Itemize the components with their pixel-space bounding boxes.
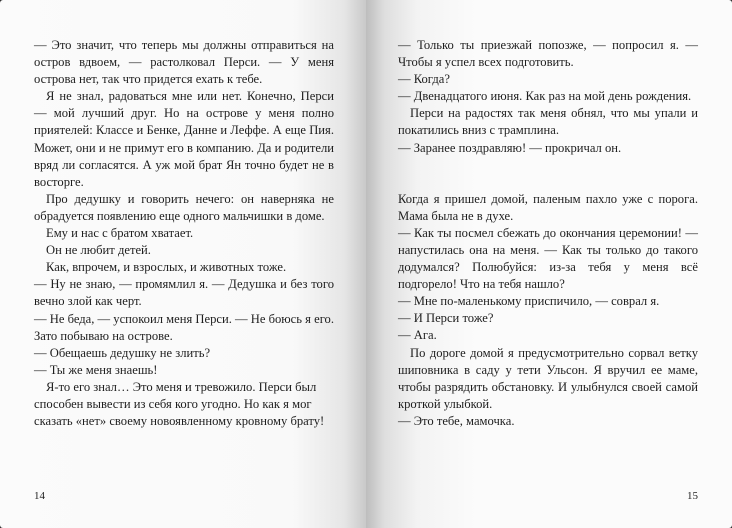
paragraph: — Ты же меня знаешь! <box>34 362 158 377</box>
paragraph: Ему и нас с братом хватает. <box>46 226 194 241</box>
paragraph: — Это значит, что теперь мы должны отправиться на остров вдвоем, — растолковал Перси. — У меня острова нет, так что придется ехать к тебе. <box>34 38 334 87</box>
paragraph: — Когда? <box>398 72 450 87</box>
right-page <box>366 0 732 528</box>
paragraph: — Не беда, — успокоил меня Перси. — Не боюсь я его. Зато побываю на острове. <box>34 311 334 343</box>
paragraph: Перси на радостях так меня обнял, что мы упали и покатились вниз с трамплина. <box>398 106 698 138</box>
paragraph: — Только ты приезжай попозже, — попросил я. — Чтобы я успел всех подготовить. <box>398 38 698 70</box>
paragraph: Я-то его знал… Это меня и тревожило. Перси был способен вывести из себя кого угодно. Но как я мог сказать «нет» своему новоявленному кровному брату! <box>34 379 325 429</box>
paragraph: — Ага. <box>398 328 437 343</box>
paragraph: — Двенадцатого июня. Как раз на мой день рождения. <box>398 89 692 104</box>
paragraph: — Ну не знаю, — промямлил я. — Дедушка и без того вечно злой как черт. <box>34 277 334 309</box>
paragraph: — Заранее поздравляю! — прокричал он. <box>398 140 622 155</box>
left-page-text <box>34 37 334 430</box>
paragraph: — Это тебе, мамочка. <box>398 413 515 428</box>
page-number: 15 <box>687 490 698 502</box>
paragraph: Про дедушку и говорить нечего: он наверняка не обрадуется появлению еще одного мальчишки в доме. <box>34 191 334 223</box>
paragraph: Когда я пришел домой, паленым пахло уже с порога. Мама была не в духе. <box>398 191 698 223</box>
paragraph: — И Перси тоже? <box>398 311 494 326</box>
paragraph: — Мне по-маленькому приспичило, — соврал я. <box>398 294 660 309</box>
right-page-text <box>398 37 698 430</box>
section-break <box>398 157 698 174</box>
paragraph: Как, впрочем, и взрослых, и животных тоже. <box>46 260 287 275</box>
section-break <box>398 174 698 191</box>
paragraph: — Как ты посмел сбежать до окончания церемонии! — напустилась она на меня. — Как ты только до такого додумался? Полюбуйся: из-за тебя у меня всё подгорело! Что на тебя нашло? <box>398 225 698 292</box>
page-number: 14 <box>34 490 45 502</box>
paragraph: По дороге домой я предусмотрительно сорвал ветку шиповника в саду у тети Ульсон. Я вручил ее маме, чтобы разрядить обстановку. И улыбнулся своей самой кроткой улыбкой. <box>398 345 698 411</box>
paragraph: Он не любит детей. <box>46 243 151 258</box>
paragraph: — Обещаешь дедушку не злить? <box>34 345 211 360</box>
paragraph: Я не знал, радоваться мне или нет. Конечно, Перси — мой лучший друг. Но на острове у меня полно приятелей: Классе и Бенке, Данне и Леффе. А еще Пия. Может, они и не примут его в компанию. Да и родители вряд ли согласятся. А уж мой брат Ян точно будет не в восторге. <box>34 89 334 189</box>
